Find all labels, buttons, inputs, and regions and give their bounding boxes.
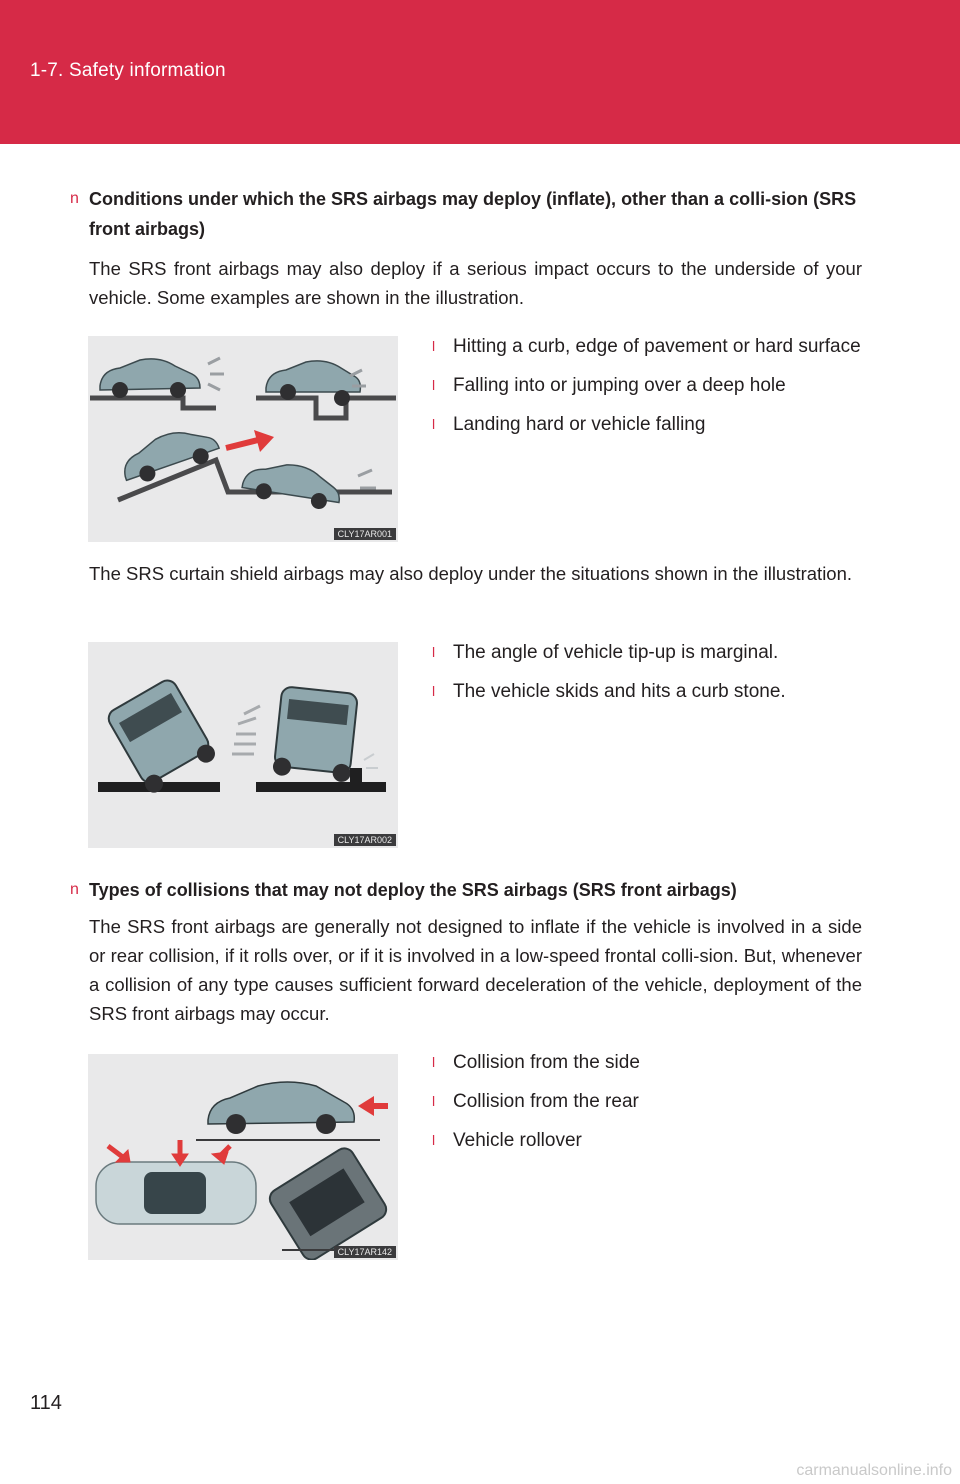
curtain-airbag-paragraph: The SRS curtain shield airbags may also deploy under the situations shown in the illustration. xyxy=(89,563,853,584)
list-bullet: l xyxy=(432,1093,436,1109)
list-item xyxy=(432,1048,862,1077)
heading-text: Types of collisions that may not deploy the SRS airbags (SRS front airbags) xyxy=(89,880,737,900)
list-item xyxy=(432,638,862,667)
heading-bullet: n xyxy=(70,881,79,898)
list-item xyxy=(432,371,862,400)
list-bullet: l xyxy=(432,1054,436,1070)
watermark: carmanualsonline.info xyxy=(796,1462,952,1479)
curtain-situations-list xyxy=(432,638,862,716)
figure-code: CLY17AR001 xyxy=(334,528,396,540)
section-heading-deploy-conditions xyxy=(70,184,870,244)
heading-text: Conditions under which the SRS airbags may deploy (inflate), other than a colli-sion (SRS front airbags) xyxy=(89,189,857,239)
curtain-situations-drawing xyxy=(88,642,398,848)
list-item xyxy=(432,677,862,706)
list-item xyxy=(432,410,862,439)
list-item-text: Landing hard or vehicle falling xyxy=(453,414,706,435)
illustration-collision-types xyxy=(88,1054,398,1260)
intro-paragraph: The SRS front airbags may also deploy if a serious impact occurs to the underside of your vehicle. Some examples are shown in the illustration. xyxy=(89,258,862,308)
section-heading-non-deploy-collisions xyxy=(70,875,870,905)
non-deploy-examples-list xyxy=(432,1048,862,1165)
list-item-text: The vehicle skids and hits a curb stone. xyxy=(453,681,786,702)
list-bullet: l xyxy=(432,377,436,393)
list-bullet: l xyxy=(432,416,436,432)
list-item-text: The angle of vehicle tip-up is marginal. xyxy=(453,642,779,663)
list-item-text: Falling into or jumping over a deep hole xyxy=(453,375,786,396)
figure-code: CLY17AR002 xyxy=(334,834,396,846)
non-deploy-paragraph: The SRS front airbags are generally not designed to inflate if the vehicle is involved in a side or rear collision, if it rolls over, or if it is involved in a low-speed frontal colli-sion. But, whenever a collision of any type causes sufficient forward deceleration of the vehicle, deployment of the SRS front airbags may occur. xyxy=(89,916,862,1024)
page-number: 114 xyxy=(30,1392,62,1414)
section-title: 1-7. Safety information xyxy=(30,60,226,81)
list-item xyxy=(432,1126,862,1155)
underside-impacts-drawing xyxy=(88,336,398,542)
collision-types-drawing xyxy=(88,1054,398,1260)
page-header xyxy=(0,0,960,144)
figure-code: CLY17AR142 xyxy=(334,1246,396,1258)
list-bullet: l xyxy=(432,338,436,354)
illustration-underside-impacts xyxy=(88,336,398,542)
list-item-text: Vehicle rollover xyxy=(453,1130,582,1151)
list-item xyxy=(432,332,862,361)
list-bullet: l xyxy=(432,1132,436,1148)
list-bullet: l xyxy=(432,644,436,660)
deploy-examples-list xyxy=(432,332,862,449)
list-item-text: Hitting a curb, edge of pavement or hard surface xyxy=(453,336,861,357)
list-item xyxy=(432,1087,862,1116)
list-item-text: Collision from the rear xyxy=(453,1091,639,1112)
list-bullet: l xyxy=(432,683,436,699)
list-item-text: Collision from the side xyxy=(453,1052,640,1073)
heading-bullet: n xyxy=(70,190,79,207)
illustration-curtain-situations xyxy=(88,642,398,848)
